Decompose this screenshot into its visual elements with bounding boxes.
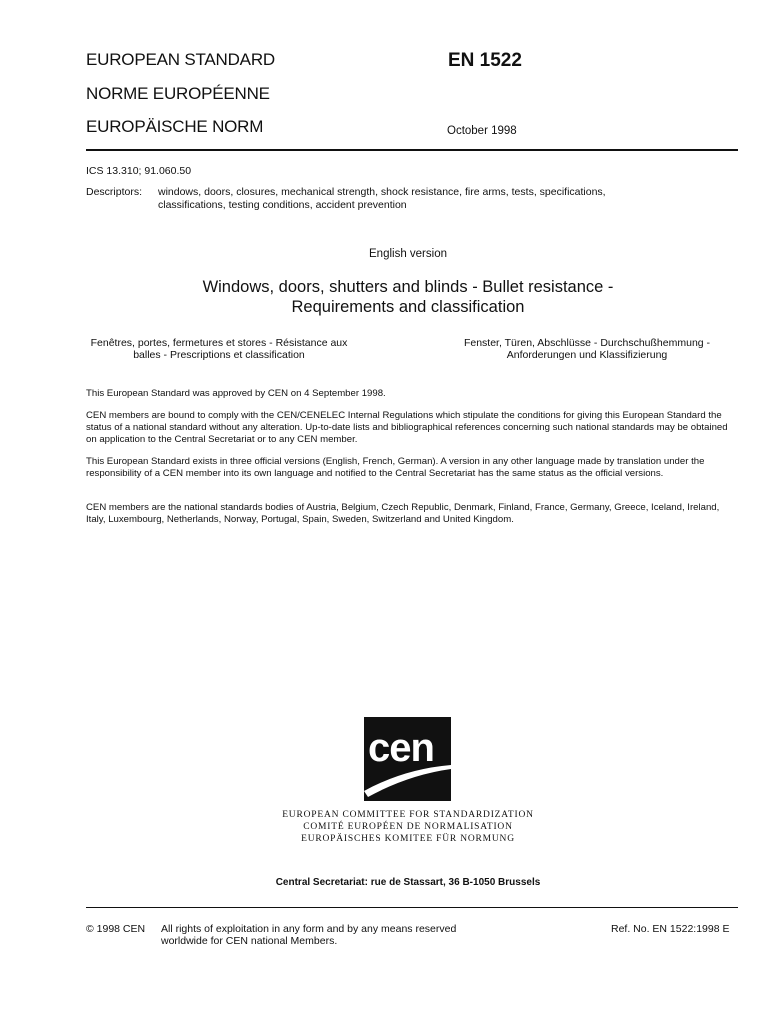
cen-name-english: EUROPEAN COMMITTEE FOR STANDARDIZATION [282,810,534,820]
title-english: EUROPEAN STANDARD [86,50,275,69]
title-french: NORME EUROPÉENNE [86,84,270,103]
ics-codes: ICS 13.310; 91.060.50 [86,165,192,177]
rights-line2: worldwide for CEN national Members. [161,935,338,947]
reference-number: Ref. No. EN 1522:1998 E [611,923,730,935]
version-label: English version [369,248,447,260]
versions-paragraph: This European Standard exists in three official versions (English, French, German). A version in any other language made by translation under the responsibility of a CEN member into its own language and notified to the Central Secretariat has the same status as the official versions. [86,456,705,479]
footer-rule [86,907,738,908]
descriptors-line1: windows, doors, closures, mechanical strength, shock resistance, fire arms, tests, specifications, [158,186,606,198]
french-title-line2: balles - Prescriptions et classification [133,349,305,361]
rights-line1: All rights of exploitation in any form and by any means reserved [161,923,457,935]
copyright-notice: © 1998 CEN [86,923,146,935]
title-german: EUROPÄISCHE NORM [86,117,264,136]
document-title-line2: Requirements and classification [291,298,525,316]
standard-number: EN 1522 [448,50,522,71]
descriptors-line2: classifications, testing conditions, accident prevention [158,199,407,211]
document-title-line1: Windows, doors, shutters and blinds - Bullet resistance - [202,278,614,296]
cen-logo-text: cen [368,726,434,770]
german-title-line1: Fenster, Türen, Abschlüsse - Durchschußhemmung - [463,337,711,349]
cen-logo [364,717,451,801]
members-paragraph: CEN members are the national standards bodies of Austria, Belgium, Czech Republic, Denmark, Finland, France, Germany, Greece, Iceland, Ireland, Italy, Luxembourg, Netherlands, Norway, Portugal, Spain, Sweden, Switzerland and United Kingdom. [86,502,720,525]
german-title-line2: Anforderungen und Klassifizierung [506,349,668,361]
cen-logo-mark [364,717,451,801]
publication-date: October 1998 [447,125,517,137]
cen-name-french: COMITÉ EUROPÉEN DE NORMALISATION [303,822,513,832]
french-title-line1: Fenêtres, portes, fermetures et stores - Résistance aux [90,337,348,349]
header-rule [86,149,738,151]
cen-name-german: EUROPÄISCHES KOMITEE FÜR NORMUNG [301,834,515,844]
central-secretariat-address: Central Secretariat: rue de Stassart, 36 B-1050 Brussels [275,877,541,888]
regulations-paragraph: CEN members are bound to comply with the CEN/CENELEC Internal Regulations which stipulate the conditions for giving this European Standard the status of a national standard without any alteration. Up-to-date lists and bibliographical references concerning such national standards may be obtained on application to the Central Secretariat or to any CEN member. [86,410,728,445]
descriptors-label: Descriptors: [86,186,143,198]
approval-paragraph: This European Standard was approved by CEN on 4 September 1998. [86,388,386,399]
